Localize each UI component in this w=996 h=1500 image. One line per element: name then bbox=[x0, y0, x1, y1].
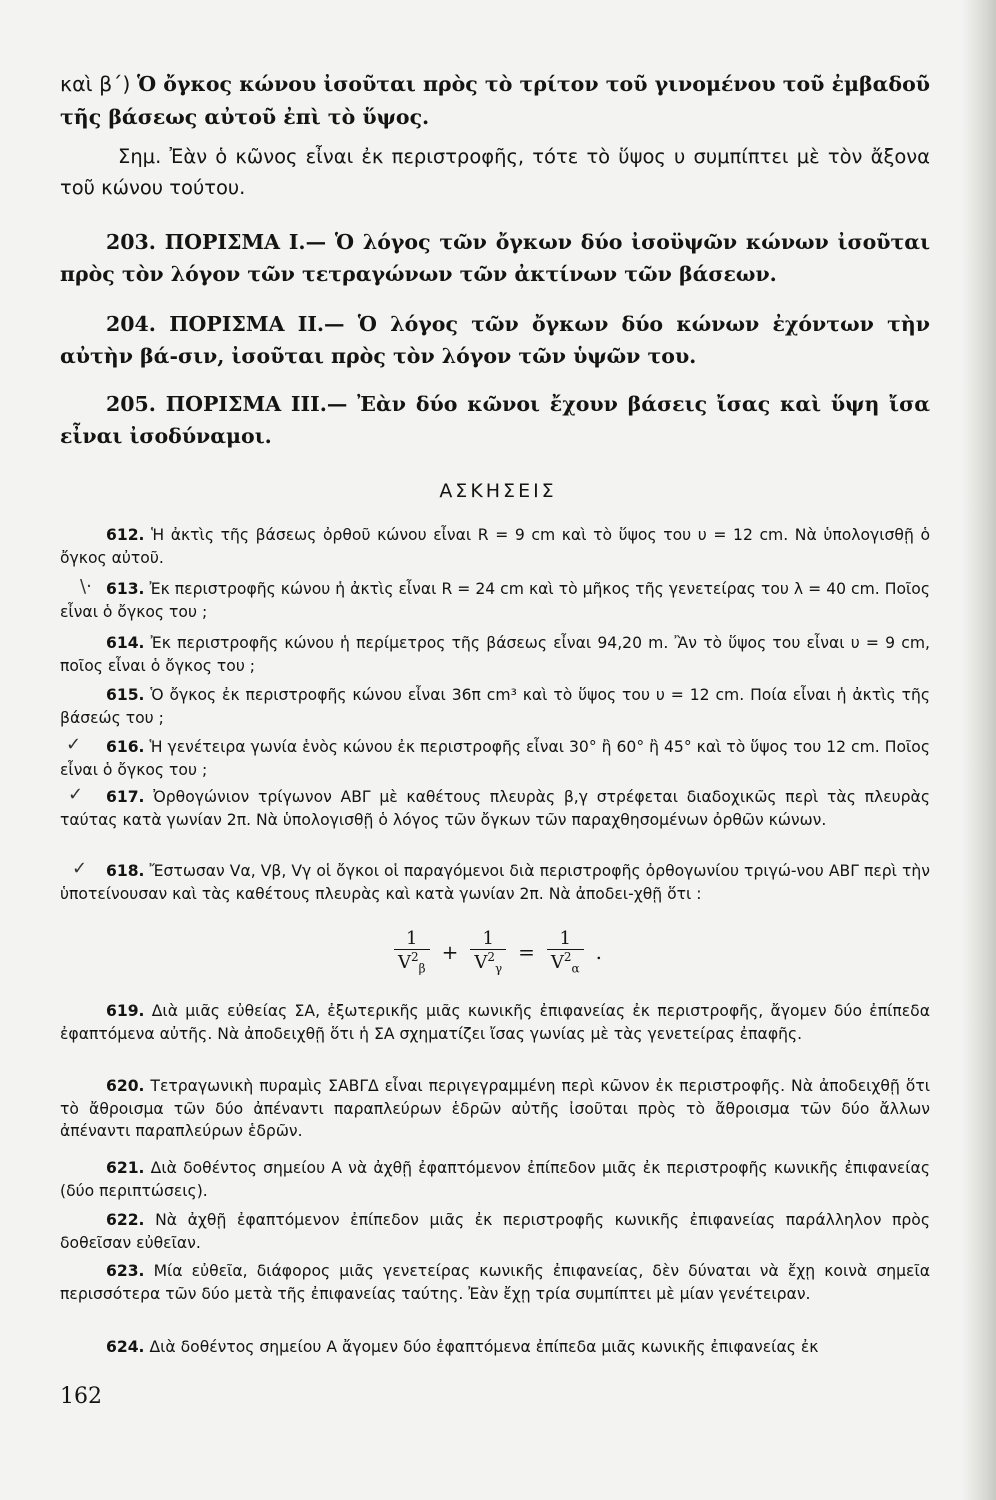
exercise-text: Νὰ ἀχθῇ ἐφαπτόμενον ἐπίπεδον μιᾶς ἐκ περιστροφῆς κωνικῆς ἐπιφανείας παράλληλον πρὸς δοθεῖσαν εὐθεῖαν. bbox=[60, 1211, 930, 1252]
exercise-number: 622. bbox=[106, 1211, 145, 1229]
exercise-number: 615. bbox=[106, 686, 145, 704]
exercise-text: Ἔστωσαν Vα, Vβ, Vγ οἱ ὄγκοι οἱ παραγόμενοι διὰ περιστροφῆς ὀρθογωνίου τριγώ-νου ΑΒΓ περὶ τὴν ὑποτείνουσαν καὶ τὰς καθέτους πλευρὰς καὶ κατὰ γωνίαν 2π. Νὰ ἀποδει-χθῇ ὅτι : bbox=[60, 862, 930, 903]
exercise-number: 623. bbox=[106, 1262, 145, 1280]
note-paragraph: Σημ. Ἐὰν ὁ κῶνος εἶναι ἐκ περιστροφῆς, τότε τὸ ὕψος υ συμπίπτει μὲ τὸν ἄξονα τοῦ κώνου τούτου. bbox=[60, 145, 930, 199]
exercise-text: Ἡ γενέτειρα γωνία ἑνὸς κώνου ἐκ περιστροφῆς εἶναι 30° ἢ 60° ἢ 45° καὶ τὸ ὕψος του 12 cm. Ποῖος εἶναι ὁ ὄγκος του ; bbox=[60, 738, 930, 779]
equals-sign: = bbox=[518, 939, 535, 964]
exercise-text: Ἡ ἀκτὶς τῆς βάσεως ὀρθοῦ κώνου εἶναι R = 9 cm καὶ τὸ ὕψος του υ = 12 cm. Νὰ ὑπολογισθῇ ὁ ὄγκος αὐτοῦ. bbox=[60, 526, 930, 567]
exercise-number: 614. bbox=[106, 634, 145, 652]
margin-check-618: ✓ bbox=[72, 858, 88, 879]
exercise-number: 621. bbox=[106, 1159, 145, 1177]
intro-text: Ὁ ὄγκος κώνου ἰσοῦται πρὸς τὸ τρίτον τοῦ γινομένου τοῦ ἐμβαδοῦ τῆς βάσεως αὐτοῦ ἐπὶ τὸ ὕψος. bbox=[60, 72, 930, 129]
exercise-617 bbox=[60, 786, 930, 831]
exercise-text: Διὰ μιᾶς εὐθείας ΣΑ, ἐξωτερικῆς μιᾶς κωνικῆς ἐπιφανείας ἐκ περιστροφῆς, ἄγομεν δύο ἐπίπεδα ἐφαπτόμενα αὐτῆς. Νὰ ἀποδειχθῇ ὅτι ἡ ΣΑ σχηματίζει ἴσας γωνίας μὲ τὰς γενετείρας ἐπαφῆς. bbox=[60, 1002, 930, 1043]
porisma-text: Ὁ λόγος τῶν ὄγκων δύο κώνων ἐχόντων τὴν αὐτὴν βά-σιν, ἰσοῦται πρὸς τὸν λόγον τῶν ὑψῶν του. bbox=[60, 312, 930, 368]
exercise-text: Μία εὐθεῖα, διάφορος μιᾶς γενετείρας κωνικῆς ἐπιφανείας, δὲν δύναται νὰ ἔχῃ κοινὰ σημεῖα περισσότερα τῶν δύο μετὰ τῆς ἐπιφανείας ταύτης. Ἐὰν ἔχῃ τρία συμπίπτει μὲ μίαν γενέτειραν. bbox=[60, 1262, 930, 1303]
exercise-615 bbox=[60, 684, 930, 729]
porisma-text: Ὁ λόγος τῶν ὄγκων δύο ἰσοϋψῶν κώνων ἰσοῦται πρὸς τὸν λόγον τῶν τετραγώνων τῶν ἀκτίνων τῶν βάσεων. bbox=[60, 230, 930, 286]
porisma-text: Ἐὰν δύο κῶνοι ἔχουν βάσεις ἴσας καὶ ὕψη ἴσα εἶναι ἰσοδύναμοι. bbox=[60, 392, 930, 448]
exercise-text: Ὀρθογώνιον τρίγωνον ΑΒΓ μὲ καθέτους πλευρὰς β,γ στρέφεται διαδοχικῶς περὶ τὰς πλευρὰς ταύτας κατὰ γωνίαν 2π. Νὰ ὑπολογισθῇ ὁ λόγος τῶν ὄγκων τῶν παραχθησομένων ὀρθῶν κώνων. bbox=[60, 788, 930, 829]
fraction-beta bbox=[394, 928, 430, 976]
exercise-text: Ἐκ περιστροφῆς κώνου ἡ περίμετρος τῆς βάσεως εἶναι 94,20 m. Ἂν τὸ ὕψος του εἶναι υ = 9 cm, ποῖος εἶναι ὁ ὄγκος του ; bbox=[60, 634, 930, 675]
exercise-number: 613. bbox=[106, 580, 145, 598]
porisma-number: 205. bbox=[106, 392, 156, 416]
plus-sign: + bbox=[441, 939, 459, 964]
exercise-623 bbox=[60, 1260, 930, 1305]
exercise-text: Διὰ δοθέντος σημείου Α νὰ ἀχθῇ ἐφαπτόμενον ἐπίπεδον μιᾶς ἐκ περιστροφῆς κωνικῆς ἐπιφανείας (δύο περιπτώσεις). bbox=[60, 1159, 930, 1200]
exercise-text: Ἐκ περιστροφῆς κώνου ἡ ἀκτὶς εἶναι R = 24 cm καὶ τὸ μῆκος τῆς γενετείρας του λ = 40 cm. Ποῖος εἶναι ὁ ὄγκος του ; bbox=[60, 580, 930, 621]
denominator: $V^2_\beta$ bbox=[394, 949, 430, 976]
page-edge-shadow bbox=[962, 0, 996, 1500]
exercise-624 bbox=[60, 1336, 930, 1359]
porisma-label: ΠΟΡΙΣΜΑ Ι.— bbox=[164, 230, 327, 254]
section-title: ΑΣΚΗΣΕΙΣ bbox=[439, 480, 557, 502]
exercise-618 bbox=[60, 860, 930, 905]
exercise-622 bbox=[60, 1209, 930, 1254]
intro-prefix: καὶ β΄) bbox=[60, 72, 137, 96]
fraction-gamma bbox=[470, 928, 506, 976]
theorem-intro bbox=[60, 68, 930, 134]
exercise-number: 620. bbox=[106, 1077, 145, 1095]
exercise-text: Διὰ δοθέντος σημείου Α ἄγομεν δύο ἐφαπτόμενα ἐπίπεδα μιᾶς κωνικῆς ἐπιφανείας ἐκ bbox=[144, 1338, 819, 1356]
exercise-614 bbox=[60, 632, 930, 677]
exercise-616 bbox=[60, 736, 930, 781]
period: . bbox=[595, 939, 603, 964]
porisma-label: ΠΟΡΙΣΜΑ ΙΙ.— bbox=[169, 312, 345, 336]
exercise-number: 624. bbox=[106, 1338, 145, 1356]
exercise-613 bbox=[60, 578, 930, 623]
exercise-621 bbox=[60, 1157, 930, 1202]
margin-check-616: ✓ bbox=[66, 734, 82, 755]
porisma-205 bbox=[60, 388, 930, 452]
exercise-619 bbox=[60, 1000, 930, 1045]
numerator: 1 bbox=[406, 928, 418, 949]
formula-618 bbox=[0, 928, 996, 976]
porisma-number: 204. bbox=[106, 312, 156, 336]
exercise-620 bbox=[60, 1075, 930, 1143]
exercise-number: 616. bbox=[106, 738, 145, 756]
page-number: 162 bbox=[60, 1384, 102, 1409]
exercise-number: 612. bbox=[106, 526, 145, 544]
denominator: $V^2_\gamma$ bbox=[470, 949, 506, 976]
exercise-text: Ὁ ὄγκος ἐκ περιστροφῆς κώνου εἶναι 36π cm³ καὶ τὸ ὕψος του υ = 12 cm. Ποία εἶναι ἡ ἀκτὶς τῆς βάσεώς του ; bbox=[60, 686, 930, 727]
fraction-alpha bbox=[547, 928, 584, 976]
exercise-number: 618. bbox=[106, 862, 145, 880]
porisma-204 bbox=[60, 308, 930, 372]
margin-check-617: ✓ bbox=[68, 784, 84, 805]
exercise-612 bbox=[60, 524, 930, 569]
exercise-text: Τετραγωνικὴ πυραμὶς ΣΑΒΓΔ εἶναι περιγεγραμμένη περὶ κῶνον ἐκ περιστροφῆς. Νὰ ἀποδειχθῇ ὅτι τὸ ἄθροισμα τῶν δύο ἀπέναντι παραπλεύρων ἑδρῶν αὐτῆς ἰσοῦται πρὸς τὸ ἄθροισμα τῶν δύο ἄλλων ἀπέναντι παραπλεύρων ἑδρῶν. bbox=[60, 1077, 930, 1140]
porisma-203 bbox=[60, 226, 930, 290]
denominator: $V^2_\alpha$ bbox=[547, 949, 584, 976]
porisma-number: 203. bbox=[106, 230, 156, 254]
exercise-number: 617. bbox=[106, 788, 145, 806]
porisma-label: ΠΟΡΙΣΜΑ ΙΙΙ.— bbox=[165, 392, 348, 416]
numerator: 1 bbox=[482, 928, 494, 949]
exercise-number: 619. bbox=[106, 1002, 145, 1020]
numerator: 1 bbox=[559, 928, 571, 949]
margin-mark-613: \· bbox=[80, 576, 92, 597]
